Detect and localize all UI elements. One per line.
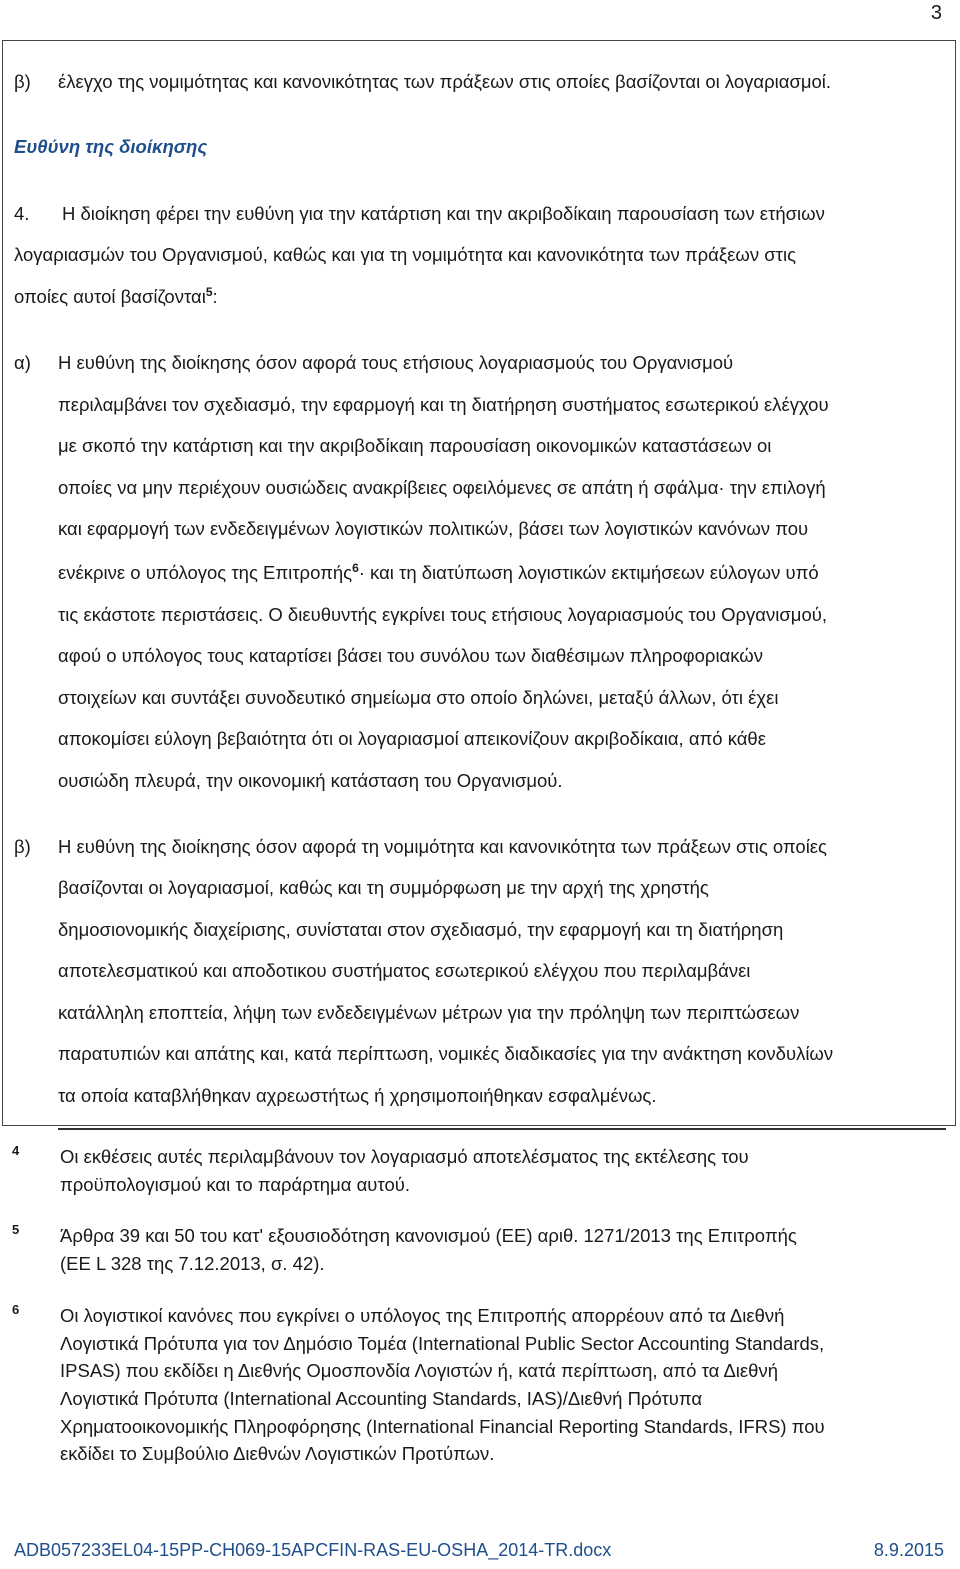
item-a-line-6-end: · και τη διατύπωση λογιστικών εκτιμήσεων εύλογων υπό [358,562,819,583]
footnote-ref-6[interactable]: 6 [352,560,359,575]
item-b-line: δημοσιονομικής διαχείρισης, συνίσταται στον σχεδιασμό, την εφαρμογή και τη διατήρηση [58,919,784,940]
item-b-line: Η ευθύνη της διοίκησης όσον αφορά τη νομιμότητα και κανονικότητα των πράξεων στις οποίες [58,836,827,857]
footnote-line: Χρηματοοικονομικής Πληροφόρησης (International Financial Reporting Standards, IFRS) που [60,1416,825,1437]
footnote-ref-5[interactable]: 5 [205,284,213,299]
item-b-label: β) [14,836,31,857]
item-a-line: ουσιώδη πλευρά, την οικονομική κατάσταση του Οργανισμού. [58,770,563,791]
item-a-line: αποκομίσει εύλογη βεβαιότητα ότι οι λογαριασμοί απεικονίζουν ακριβοδίκαια, από κάθε [58,728,766,749]
item-a-line: με σκοπό την κατάρτιση και την ακριβοδίκαιη παρουσίαση οικονομικών καταστάσεων οι [58,435,772,456]
footnote-number: 4 [12,1143,20,1158]
footnote-line: προϋπολογισμού και το παράρτημα αυτού. [60,1174,410,1195]
item-a-line: οποίες να μην περιέχουν ουσιώδεις ανακρίβειες οφειλόμενες σε απάτη ή σφάλμα· την επιλογή [58,477,826,498]
item-b-line: τα οποία καταβλήθηκαν αχρεωστήτως ή χρησιμοποιήθηκαν εσφαλμένως. [58,1085,657,1106]
item-b-line: αποτελεσματικού και αποδοτικου συστήματος εσωτερικού ελέγχου που περιλαμβάνει [58,960,751,981]
footnote-line: Λογιστικά Πρότυπα για τον Δημόσιο Τομέα (International Public Sector Accounting Standards, [60,1333,825,1354]
item-a-line: Η ευθύνη της διοίκησης όσον αφορά τους ετήσιους λογαριασμούς του Οργανισμού [58,352,734,373]
para4-line: οποίες αυτοί βασίζονται [14,286,206,307]
item-a-line: στοιχείων και συντάξει συνοδευτικό σημείωμα στο οποίο δηλώνει, μεταξύ άλλων, ότι έχει [58,687,779,708]
footnote-separator [58,1128,946,1130]
section-heading: Ευθύνη της διοίκησης [14,136,208,157]
item-a-label: α) [14,352,31,373]
para4-number: 4. [14,203,30,224]
footnote-line: Οι εκθέσεις αυτές περιλαμβάνουν τον λογαριασμό αποτελέσματος της εκτέλεσης του [60,1146,749,1167]
footnote-line: Οι λογιστικοί κανόνες που εγκρίνει ο υπόλογος της Επιτροπής απορρέουν από τα Διεθνή [60,1305,785,1326]
item-b-line: παρατυπιών και απάτης και, κατά περίπτωση, νομικές διαδικασίες για την ανάκτηση κονδυλίων [58,1043,834,1064]
para4-line: Η διοίκηση φέρει την ευθύνη για την κατάρτιση και την ακριβοδίκαιη παρουσίαση των ετήσιων [62,203,825,224]
item-a-line: τις εκάστοτε περιστάσεις. Ο διευθυντής εγκρίνει τους ετήσιους λογαριασμούς του Οργανισμού, [58,604,827,625]
item-a-line-6 [58,562,819,584]
intro-b-label: β) [14,71,31,92]
footer-date: 8.9.2015 [873,1540,944,1560]
footnote-line: IPSAS) που εκδίδει η Διεθνής Ομοσπονδία Λογιστών ή, κατά περίπτωση, από τα Διεθνή [60,1360,778,1381]
item-a-line: περιλαμβάνει τον σχεδιασμό, την εφαρμογή και τη διατήρηση συστήματος εσωτερικού ελέγχου [58,394,829,415]
footnote-line: Λογιστικά Πρότυπα (International Accounting Standards, IAS)/Διεθνή Πρότυπα [60,1388,703,1409]
item-b-line: κατάλληλη εποπτεία, λήψη των ενδεδειγμένων μέτρων για την πρόληψη των περιπτώσεων [58,1002,800,1023]
footnote-line: (ΕΕ L 328 της 7.12.2013, σ. 42). [60,1253,325,1274]
footnote-line: εκδίδει το Συμβούλιο Διεθνών Λογιστικών Προτύπων. [60,1443,495,1464]
item-b-line: βασίζονται οι λογαριασμοί, καθώς και τη συμμόρφωση με την αρχή της χρηστής [58,877,709,898]
para4-line: λογαριασμών του Οργανισμού, καθώς και για τη νομιμότητα και κανονικότητα των πράξεων στις [14,244,796,265]
item-a-line-6-start: ενέκρινε ο υπόλογος της Επιτροπής [58,562,353,583]
intro-b-text: έλεγχο της νομιμότητας και κανονικότητας των πράξεων στις οποίες βασίζονται οι λογαριασμοί. [58,71,832,92]
footnote-line: Άρθρα 39 και 50 του κατ' εξουσιοδότηση κανονισμού (ΕΕ) αριθ. 1271/2013 της Επιτροπής [60,1225,797,1246]
para4-end: : [212,286,218,307]
footer-filename: ADB057233EL04-15PP-CH069-15APCFIN-RAS-EU-OSHA_2014-TR.docx [14,1540,612,1560]
page-number: 3 [930,2,942,24]
footnote-number: 5 [12,1222,20,1237]
footnote-number: 6 [12,1302,20,1317]
para4-line-last [14,286,218,308]
item-a-line: και εφαρμογή των ενδεδειγμένων λογιστικών πολιτικών, βάσει των λογιστικών κανόνων που [58,518,809,539]
item-a-line: αφού ο υπόλογος τους καταρτίσει βάσει του συνόλου των διαθέσιμων πληροφοριακών [58,645,763,666]
